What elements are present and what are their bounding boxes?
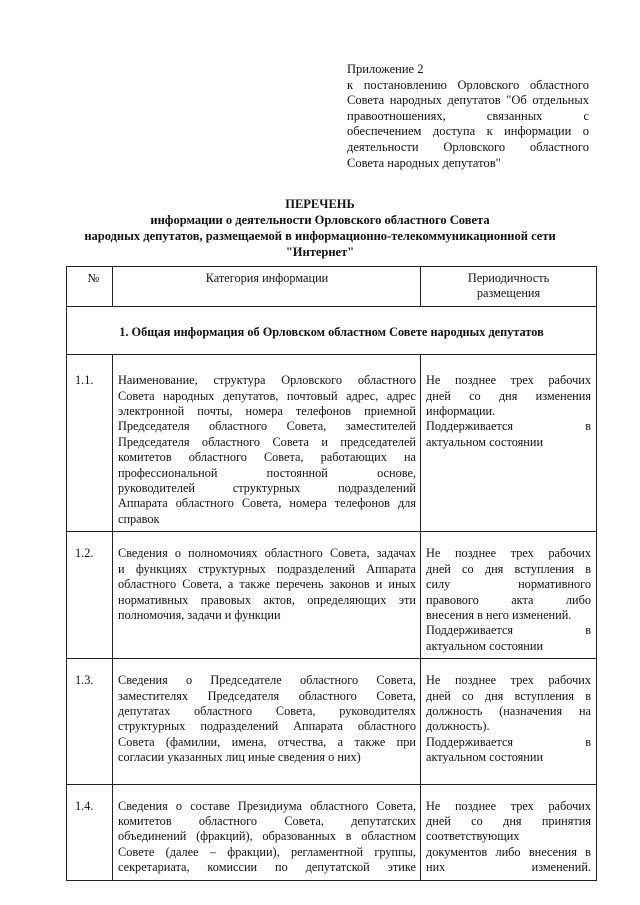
appendix-line: к постановлению Орловского областного	[347, 77, 589, 92]
header-category: Категория информации	[113, 267, 421, 307]
title-line: ПЕРЕЧЕНЬ	[285, 197, 355, 211]
appendix-line: Совета народных депутатов "Об отдельных	[347, 93, 589, 108]
row-category: Сведения о полномочиях областного Совета, задачах и функциях структурных подразделений Аппарата областного Совета, а также перечень законов и иных нормативных правовых актов, определяющих эти полномочия, задачи и функции	[113, 532, 421, 659]
table-row	[67, 659, 597, 784]
row-number: 1.3.	[67, 659, 113, 784]
table-row	[67, 532, 597, 659]
information-list-table	[66, 266, 597, 881]
header-period: Периодичность размещения	[421, 267, 597, 307]
appendix-header	[347, 62, 589, 171]
table-row	[67, 355, 597, 532]
header-number: №	[67, 267, 113, 307]
row-period: Не позднее трех рабочих дней со дня принятия соответствующих документов либо внесения в них изменений.	[421, 784, 597, 880]
table-header-row	[67, 267, 597, 307]
title-line: "Интернет"	[285, 245, 355, 259]
row-category: Наименование, структура Орловского областного Совета народных депутатов, почтовый адрес, адрес электронной почты, номера телефонов приемной Председателя областного Совета, заместителей Председателя областного Совета и председателей комитетов областного Совета, работающих на профессиональной постоянной основе, руководителей структурных подразделений Аппарата областного Совета, номера телефонов для справок	[113, 355, 421, 532]
row-period: Не позднее трех рабочих дней со дня вступления в силу нормативного правового акта либо внесения в него изменений. Поддерживается в актуальном состоянии	[421, 532, 597, 659]
appendix-line: Совета народных депутатов"	[347, 155, 501, 170]
section-row	[67, 306, 597, 354]
section-heading: 1. Общая информация об Орловском областном Совете народных депутатов	[67, 306, 597, 354]
row-number: 1.4.	[67, 784, 113, 880]
row-period: Не позднее трех рабочих дней со дня вступления в должность (назначения на должность). Поддерживается в актуальном состоянии	[421, 659, 597, 784]
document-title	[60, 196, 580, 260]
appendix-line: деятельности Орловского областного	[347, 139, 589, 154]
row-number: 1.1.	[67, 355, 113, 532]
appendix-line: обеспечением доступа к информации о	[347, 124, 589, 139]
appendix-line: Приложение 2	[347, 62, 424, 76]
row-category: Сведения о Председателе областного Совета, заместителях Председателя областного Совета, депутатах областного Совета, руководителях структурных подразделений Аппарата областного Совета (фамилии, имена, отчества, а также при согласии указанных лиц иные сведения о них)	[113, 659, 421, 784]
title-line: информации о деятельности Орловского областного Совета	[150, 213, 490, 227]
row-category: Сведения о составе Президиума областного Совета, комитетов областного Совета, депутатских объединений (фракций), образованных в областном Совете (далее – фракции), регламентной группы, секретариата, комиссии по депутатской этике	[113, 784, 421, 880]
row-number: 1.2.	[67, 532, 113, 659]
appendix-line: правоотношениях, связанных с	[347, 108, 589, 123]
row-period: Не позднее трех рабочих дней со дня изменения информации. Поддерживается в актуальном состоянии	[421, 355, 597, 532]
title-line: народных депутатов, размещаемой в информационно-телекоммуникационной сети	[84, 229, 556, 243]
table-row	[67, 784, 597, 880]
